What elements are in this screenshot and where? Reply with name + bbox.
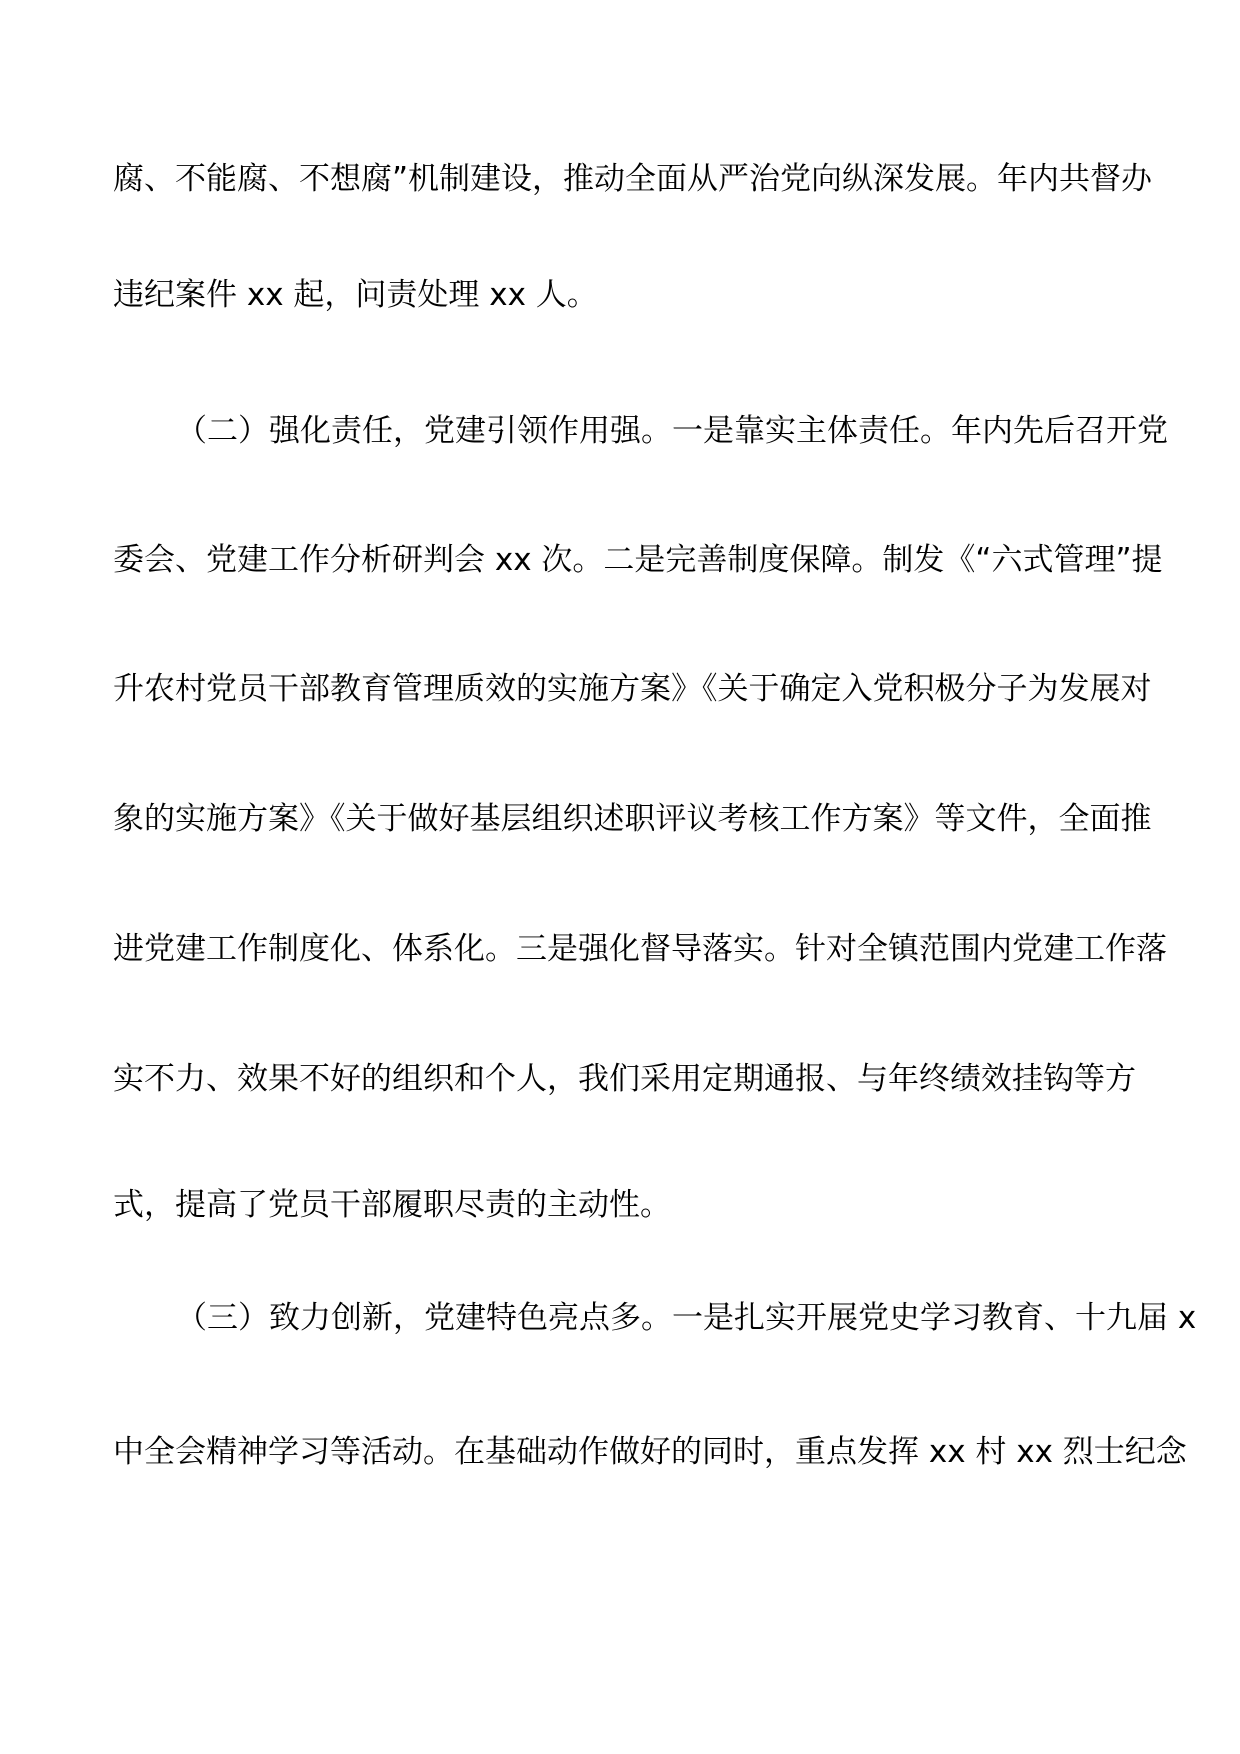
text-line: 委会、党建工作分析研判会 xx 次。二是完善制度保障。制发《“六式管理”提	[113, 542, 1163, 578]
text-line: 进党建工作制度化、体系化。三是强化督导落实。针对全镇范围内党建工作落	[113, 931, 1167, 967]
paragraph-heading-line: （二）强化责任，党建引领作用强。一是靠实主体责任。年内先后召开党	[176, 413, 1168, 449]
text-line: 实不力、效果不好的组织和个人，我们采用定期通报、与年终绩效挂钩等方	[113, 1061, 1136, 1097]
paragraph-heading-line: （三）致力创新，党建特色亮点多。一是扎实开展党史学习教育、十九届 x	[176, 1300, 1197, 1336]
text-line: 象的实施方案》《关于做好基层组织述职评议考核工作方案》等文件，全面推	[113, 801, 1152, 837]
text-line: 中全会精神学习等活动。在基础动作做好的同时，重点发挥 xx 村 xx 烈士纪念	[113, 1434, 1187, 1470]
text-line: 式，提高了党员干部履职尽责的主动性。	[113, 1187, 671, 1223]
text-line: 升农村党员干部教育管理质效的实施方案》《关于确定入党积极分子为发展对	[113, 671, 1152, 707]
text-line: 违纪案件 xx 起，问责处理 xx 人。	[113, 277, 598, 313]
text-line: 腐、不能腐、不想腐”机制建设，推动全面从严治党向纵深发展。年内共督办	[113, 161, 1153, 197]
